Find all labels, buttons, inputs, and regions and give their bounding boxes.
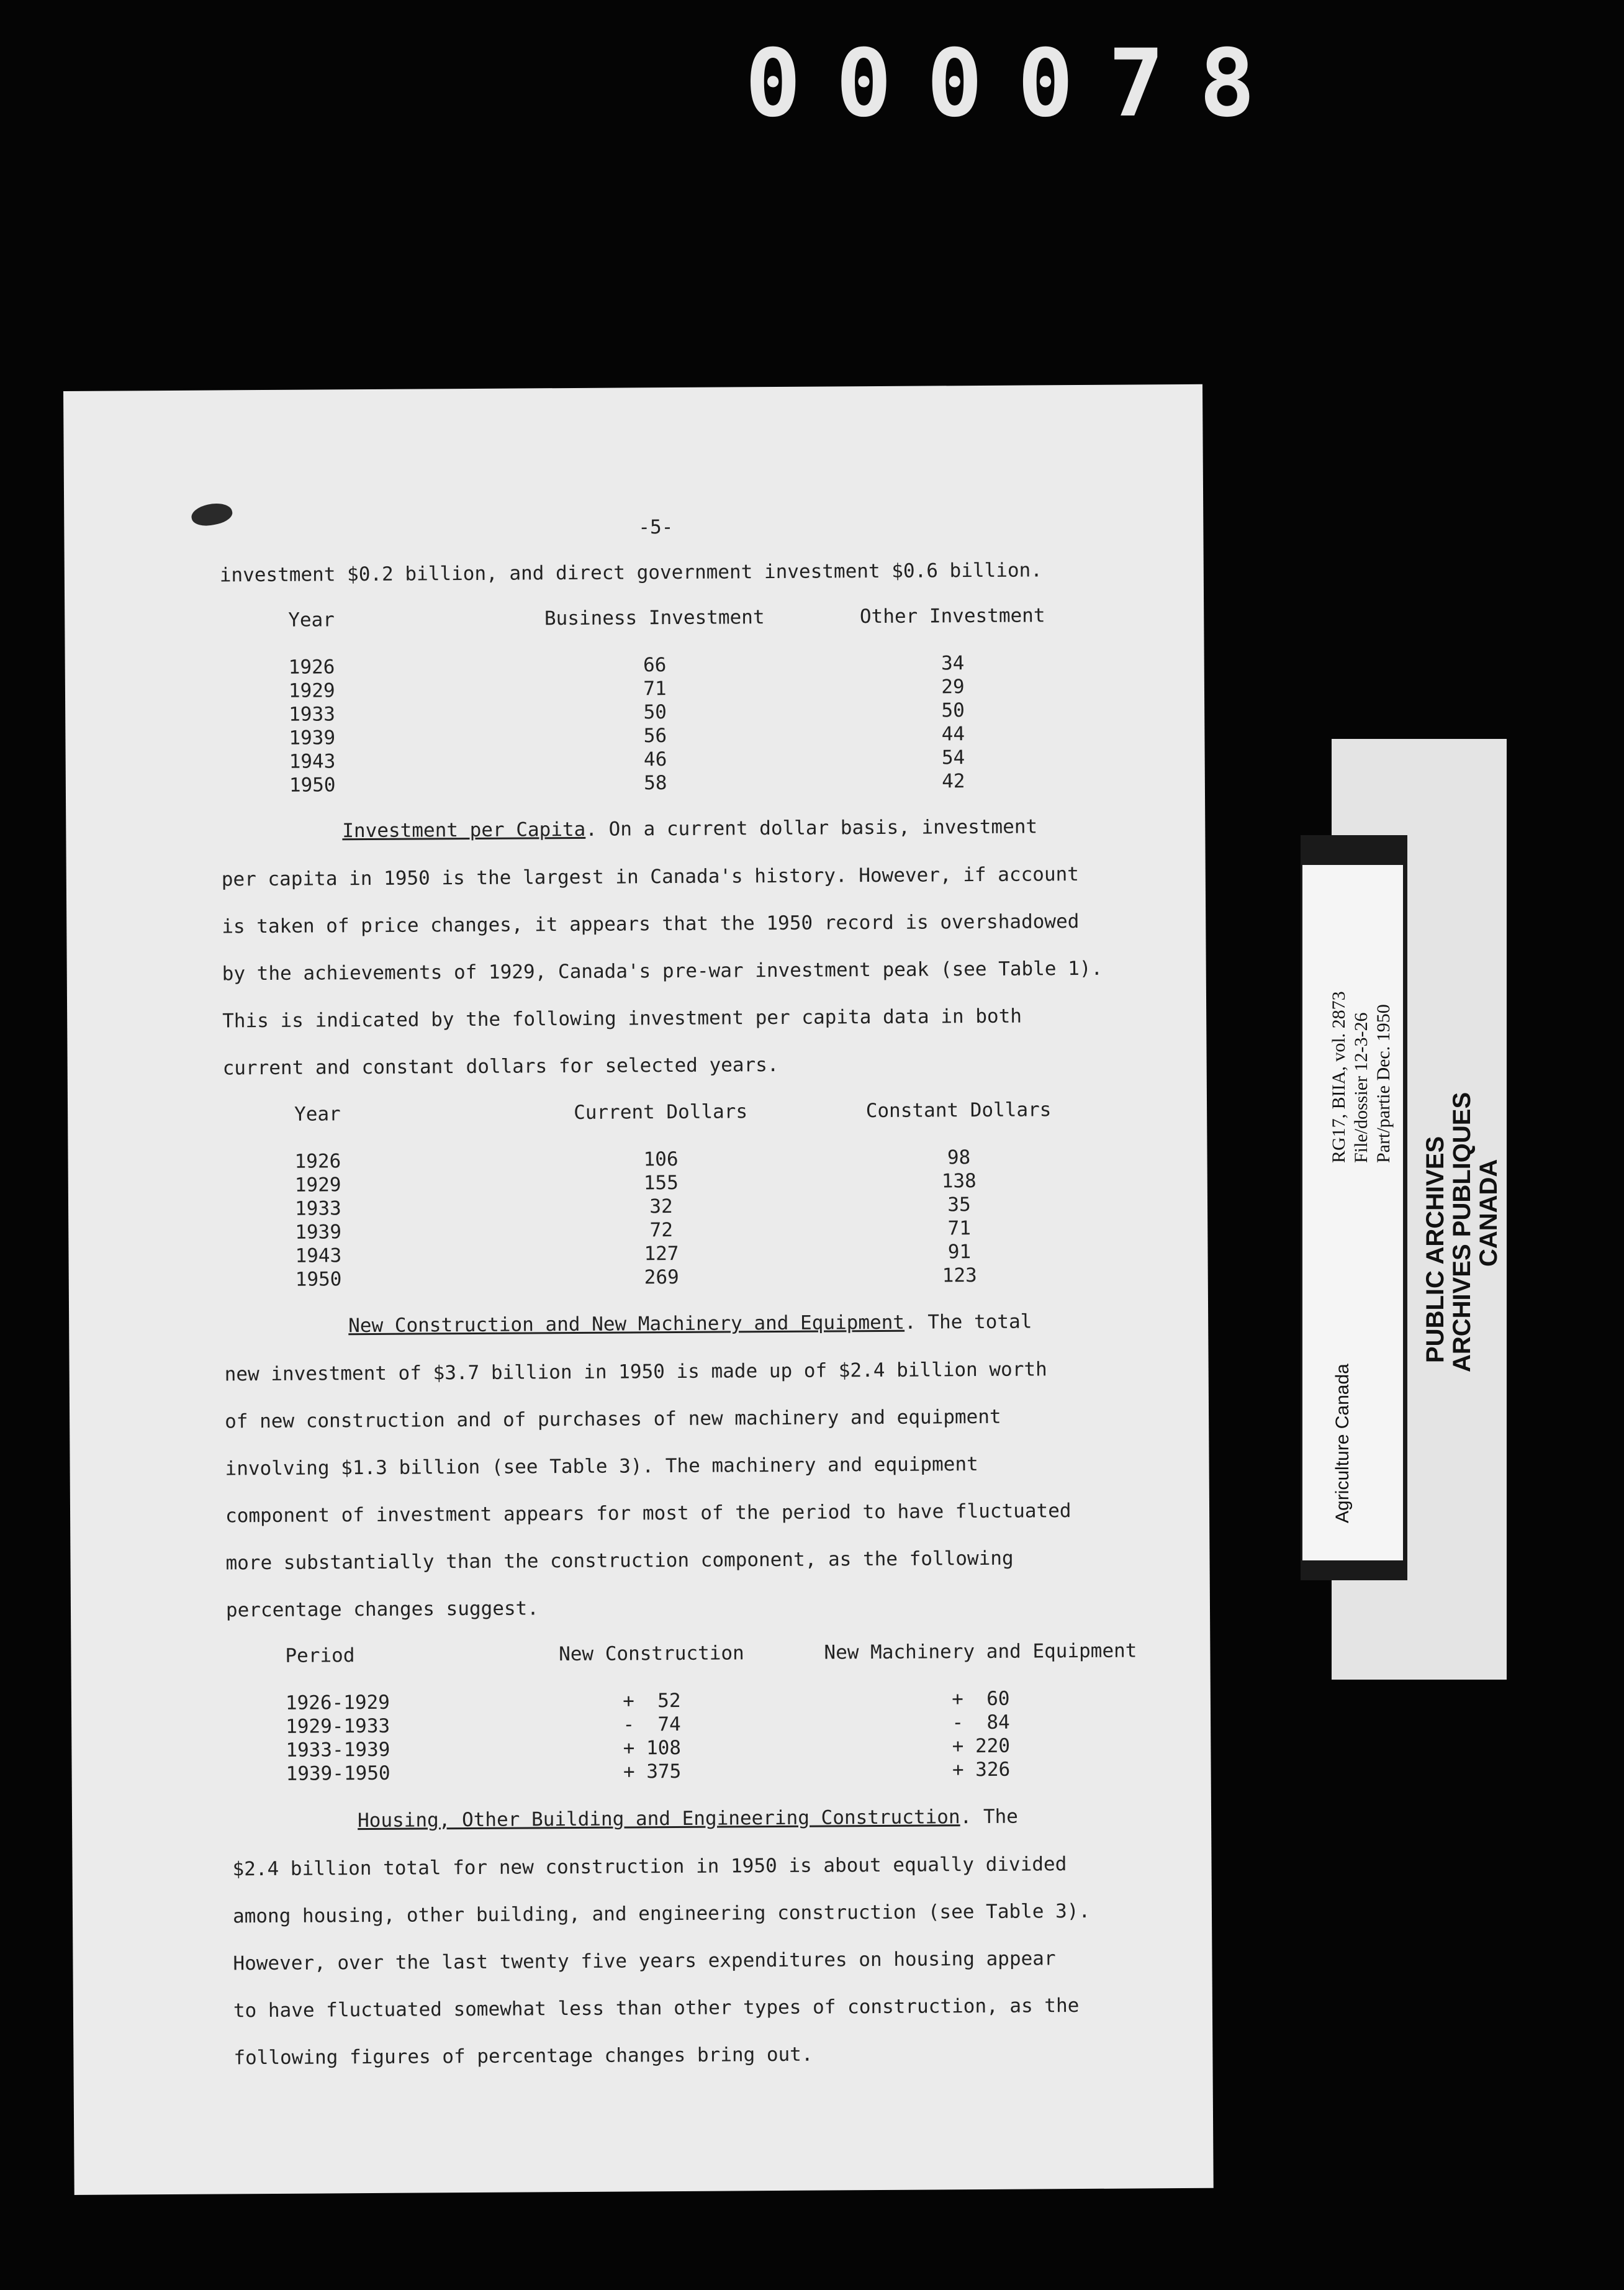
table-header-row [285, 1639, 1142, 1691]
table-cell: 1929-1933 [286, 1714, 390, 1738]
table-cell: 138 [941, 1170, 977, 1193]
paragraph-line: current and constant dollars for selected years. [222, 1053, 779, 1080]
archive-name-line1: PUBLIC ARCHIVES [1422, 1136, 1449, 1363]
table-row [295, 1263, 1090, 1292]
table-header: Period [285, 1644, 355, 1667]
table-cell: 1939 [289, 726, 336, 749]
table-cell: 1950 [289, 774, 336, 797]
table-cell: 106 [643, 1147, 679, 1171]
paragraph-line: This is indicated by the following investment per capita data in both [222, 1005, 1022, 1033]
paragraph-line: following figures of percentage changes bring out. [233, 2043, 813, 2070]
paragraph-line: involving $1.3 billion (see Table 3). The machinery and equipment [225, 1453, 978, 1480]
table-header: Other Investment [859, 604, 1045, 628]
table-cell: 1943 [289, 750, 336, 773]
paragraph-line: percentage changes suggest. [225, 1597, 539, 1622]
section-title-investment-per-capita: Investment per Capita [342, 818, 586, 843]
table-header: Year [294, 1103, 341, 1126]
paragraph-line: component of investment appears for most of the period to have fluctuated [225, 1500, 1071, 1527]
section-heading-line [342, 815, 1037, 842]
table-cell: 1926 [288, 656, 335, 679]
table-cell: 123 [942, 1264, 977, 1287]
paragraph-line: of new construction and of purchases of new machinery and equipment [225, 1405, 1001, 1433]
section-heading-line [348, 1310, 1032, 1337]
section-title-new-construction: New Construction and New Machinery and Equipment [348, 1311, 905, 1337]
table-cell: - 74 [623, 1713, 681, 1736]
table-cell: 1939-1950 [286, 1762, 390, 1785]
section-title-housing: Housing, Other Building and Engineering Construction [357, 1806, 960, 1832]
table-investment-per-capita [294, 1098, 1090, 1292]
table-cell: 32 [649, 1195, 673, 1218]
table-cell: 1939 [295, 1221, 342, 1244]
paragraph-line: new investment of $3.7 billion in 1950 is made up of $2.4 billion worth [224, 1358, 1047, 1386]
table-cell: 72 [649, 1219, 674, 1242]
table-cell: - 84 [952, 1711, 1010, 1734]
table-cell: + 52 [623, 1689, 681, 1713]
table-cell: 71 [643, 677, 667, 700]
table-cell: 1950 [295, 1268, 342, 1291]
paragraph-line: more substantially than the construction component, as the following [225, 1547, 1014, 1575]
section-text: . On a current dollar basis, investment [585, 815, 1038, 841]
table-cell: 54 [941, 746, 965, 769]
table-cell: 1926-1929 [285, 1691, 390, 1714]
table-cell: 42 [942, 770, 965, 793]
table-cell: 56 [643, 725, 667, 748]
table-cell: 71 [947, 1217, 972, 1240]
table-cell: 1943 [295, 1244, 342, 1267]
table-header: Business Investment [544, 606, 765, 630]
table-cell: + 60 [952, 1687, 1010, 1711]
table-cell: 35 [947, 1193, 971, 1216]
archive-reference-label [1302, 865, 1403, 1560]
table-cell: 127 [644, 1242, 679, 1265]
archive-name-line3: CANADA [1475, 1159, 1502, 1267]
table-cell: 1926 [294, 1150, 341, 1173]
table-cell: 58 [644, 772, 667, 795]
paragraph-line: per capita in 1950 is the largest in Canada's history. However, if account [221, 863, 1080, 891]
archive-name-line2: ARCHIVES PUBLIQUES [1448, 1092, 1476, 1372]
table-cell: + 375 [623, 1760, 682, 1783]
table-cell: 46 [643, 748, 667, 771]
section-text: . The total [904, 1310, 1032, 1334]
table-cell: 44 [941, 723, 965, 746]
table-cell: 155 [643, 1171, 679, 1195]
frame-number: 000078 [745, 30, 1290, 138]
table-cell: 1933 [294, 1197, 341, 1220]
table-percentage-changes [285, 1639, 1142, 1785]
table-row [286, 1757, 1142, 1785]
table-cell: 50 [643, 701, 667, 724]
page-number: -5- [638, 516, 674, 539]
paragraph-line: by the achievements of 1929, Canada's pre-war investment peak (see Table 1). [222, 957, 1103, 985]
table-cell: + 220 [952, 1734, 1011, 1758]
table-cell: 50 [941, 699, 965, 722]
intro-line: investment $0.2 billion, and direct government investment $0.6 billion. [219, 559, 1043, 587]
table-cell: 1933-1939 [286, 1738, 390, 1762]
paragraph-line: $2.4 billion total for new construction in 1950 is about equally divided [232, 1853, 1067, 1881]
paragraph-line: among housing, other building, and engineering construction (see Table 3). [232, 1899, 1091, 1928]
table-cell: 34 [941, 652, 965, 675]
table-cell: + 108 [623, 1736, 682, 1760]
table-cell: 1929 [288, 679, 335, 702]
table-cell: 1929 [294, 1174, 341, 1197]
table-cell: 1933 [289, 703, 335, 726]
table-cell: 98 [947, 1146, 971, 1169]
archive-reference-line3: Part/partie Dec. 1950 [1373, 1004, 1394, 1163]
table-header: Constant Dollars [865, 1098, 1052, 1123]
table-cell: 29 [941, 676, 965, 699]
table-header: Year [288, 609, 335, 631]
table-header-row [294, 1098, 1089, 1150]
paragraph-line: However, over the last twenty five years expenditures on housing appear [233, 1947, 1056, 1975]
table-cell: + 326 [952, 1758, 1011, 1781]
section-text: . The [960, 1805, 1019, 1829]
table-cell: 91 [947, 1241, 972, 1264]
table-business-other-investment [288, 604, 1084, 797]
paragraph-line: is taken of price changes, it appears that the 1950 record is overshadowed [222, 910, 1080, 938]
table-header: Current Dollars [574, 1100, 748, 1124]
table-header: New Construction [559, 1642, 744, 1666]
archive-reference-line1: RG17, BIIA, vol. 2873 [1329, 991, 1349, 1163]
archive-reference-line2: File/dossier 12-3-26 [1351, 1012, 1371, 1163]
document-page [63, 384, 1214, 2195]
paragraph-line: to have fluctuated somewhat less than other types of construction, as the [233, 1994, 1080, 2022]
table-cell: 66 [643, 654, 667, 677]
table-cell: 269 [644, 1265, 679, 1289]
table-header-row [288, 604, 1083, 656]
table-header: New Machinery and Equipment [824, 1639, 1137, 1664]
section-heading-line [358, 1806, 1018, 1832]
table-row [289, 769, 1084, 797]
department-name: Agriculture Canada [1332, 1364, 1353, 1523]
